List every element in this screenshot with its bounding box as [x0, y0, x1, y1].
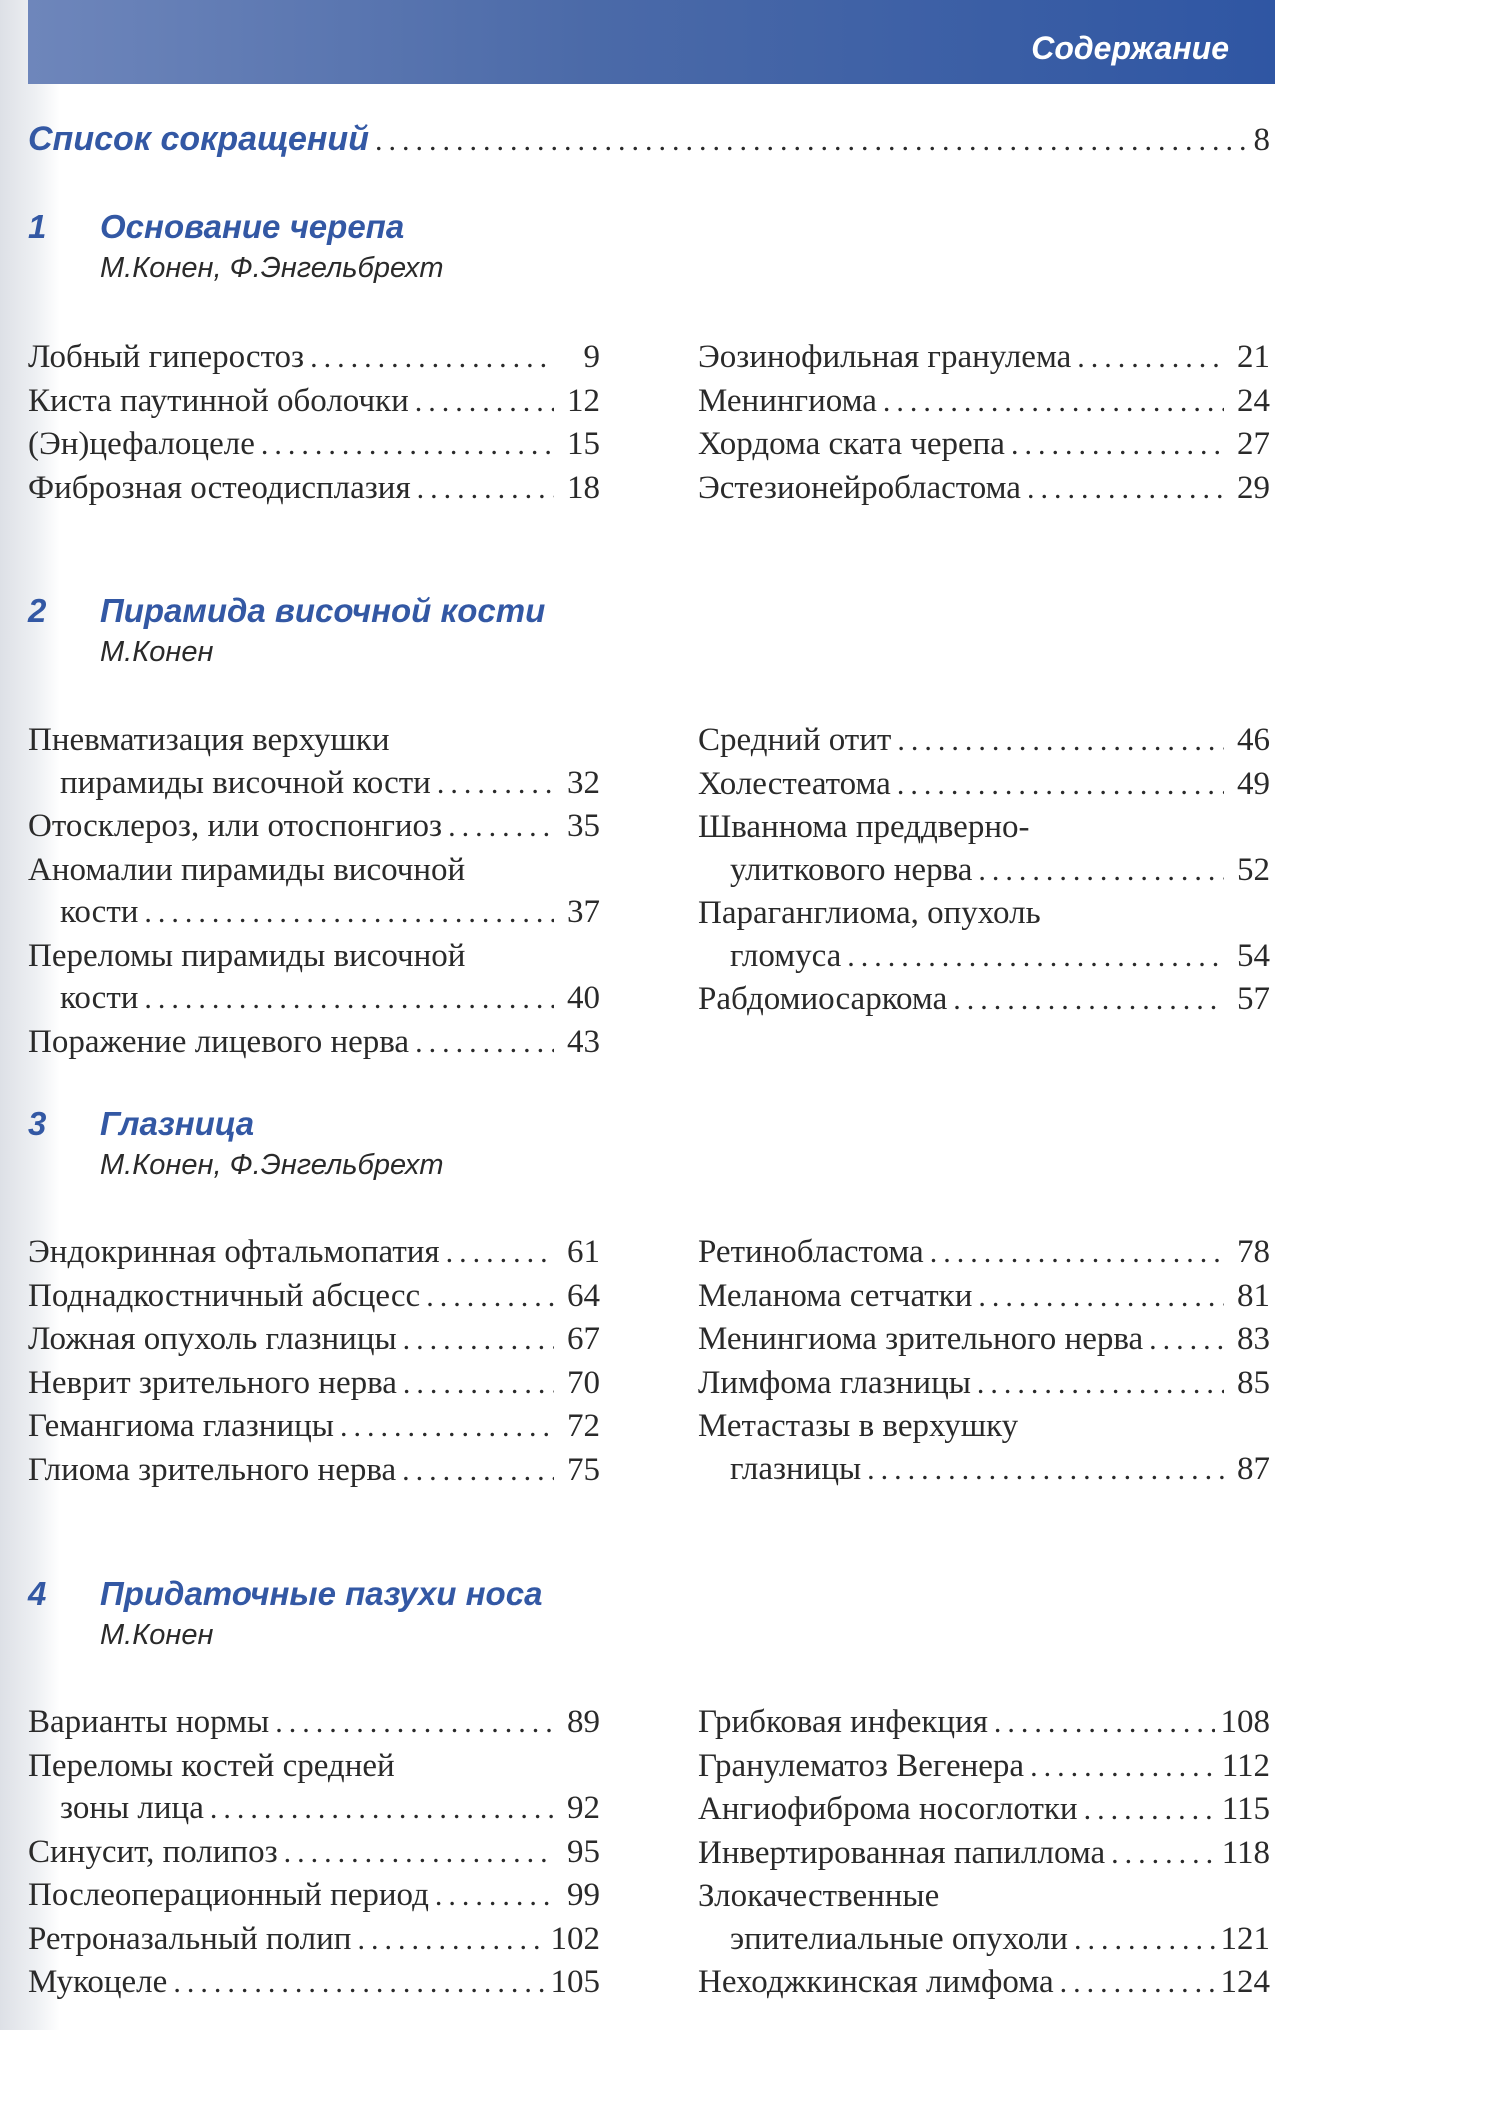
toc-entry-title: Послеоперационный период: [28, 1877, 429, 1913]
leader-dots: [1084, 1789, 1216, 1832]
toc-entry[interactable]: [28, 380, 600, 424]
toc-entry-page: 70: [567, 1364, 600, 1401]
toc-entry-page: 43: [567, 1023, 600, 1060]
toc-entry-line: [698, 336, 1270, 380]
toc-entry-title: Синусит, полипоз: [28, 1833, 278, 1870]
toc-entry[interactable]: [698, 336, 1270, 380]
chapter-title: Пирамида височной кости: [100, 592, 546, 629]
toc-entry-line: [28, 380, 600, 424]
toc-entry-title: Гемангиома глазницы: [28, 1408, 334, 1444]
toc-entry-page: 29: [1237, 469, 1270, 506]
leader-dots: [867, 1449, 1224, 1492]
toc-entry[interactable]: [28, 1021, 600, 1065]
toc-entry[interactable]: [698, 978, 1270, 1022]
toc-entry-page: 35: [567, 808, 600, 844]
toc-entry[interactable]: [28, 423, 600, 467]
toc-entry-line: [28, 1874, 600, 1918]
toc-entry[interactable]: [698, 1405, 1270, 1491]
toc-entry-title: Ретинобластома: [698, 1234, 924, 1270]
toc-entry-title: Меланома сетчатки: [698, 1277, 973, 1314]
toc-entry[interactable]: [698, 892, 1270, 978]
toc-entry[interactable]: [698, 1961, 1270, 2005]
toc-entry-title: Киста паутинной оболочки: [28, 382, 409, 419]
toc-entry-title: Рабдомиосаркома: [698, 981, 948, 1017]
leader-dots: [144, 978, 554, 1021]
toc-entry[interactable]: [698, 763, 1270, 807]
toc-entry-title: Гранулематоз Вегенера: [698, 1747, 1025, 1784]
chapter-title: Основание черепа: [100, 208, 405, 245]
toc-entry-title: Лимфома глазницы: [698, 1364, 971, 1401]
toc-entry[interactable]: [28, 1362, 600, 1406]
toc-entry[interactable]: [28, 805, 600, 849]
toc-entry[interactable]: [698, 719, 1270, 763]
toc-entry-line: [698, 806, 1270, 849]
toc-entry-title: Переломы пирамиды височной: [28, 937, 466, 974]
leader-dots: [403, 1319, 554, 1362]
toc-entry-line: [28, 977, 600, 1021]
chapter-heading[interactable]: [28, 208, 1270, 284]
left-column: [28, 1231, 600, 1492]
toc-entry-page: 78: [1237, 1234, 1270, 1270]
leader-dots: [994, 1702, 1215, 1745]
toc-entry[interactable]: [28, 1449, 600, 1493]
toc-entry-page: 83: [1237, 1321, 1270, 1357]
toc-entry-title: Ретроназальный полип: [28, 1920, 352, 1957]
toc-entry-line: [698, 892, 1270, 935]
toc-entry-line: [28, 1405, 600, 1449]
leader-dots: [1030, 1746, 1216, 1789]
toc-entry-line: [28, 1231, 600, 1275]
toc-entry[interactable]: [698, 467, 1270, 511]
toc-entry-title: (Эн)цефалоцеле: [28, 426, 255, 462]
toc-entry-line: [698, 423, 1270, 467]
chapter-heading[interactable]: [28, 1575, 1270, 1651]
left-column: [28, 1701, 600, 2005]
toc-entry-line: [28, 849, 600, 892]
toc-entry-title: глазницы: [730, 1450, 862, 1487]
leader-dots: [437, 763, 554, 806]
toc-entry-page: 89: [567, 1704, 600, 1740]
toc-entry[interactable]: [698, 1318, 1270, 1362]
left-column: [28, 336, 600, 510]
toc-entry-line: [698, 1875, 1270, 1918]
toc-entry[interactable]: [28, 1745, 600, 1831]
toc-entry-title: Менингиома зрительного нерва: [698, 1321, 1144, 1357]
leader-dots: [847, 936, 1224, 979]
chapter-authors: М.Конен: [100, 636, 214, 668]
toc-entry-title: Эозинофильная гранулема: [698, 339, 1072, 375]
chapter-columns: [28, 719, 1270, 1064]
toc-entry-title: Пневматизация верхушки: [28, 722, 390, 758]
toc-entry-title: Поднадкостничный абсцесс: [28, 1277, 421, 1314]
toc-entry-line: [698, 719, 1270, 763]
leader-dots: [435, 1875, 554, 1918]
leader-dots: [261, 424, 554, 467]
toc-entry[interactable]: [28, 1701, 600, 1745]
chapter-authors: М.Конен, Ф.Энгельбрехт: [100, 252, 444, 284]
toc-entry-page: 95: [567, 1833, 600, 1870]
toc-entry-page: 64: [567, 1277, 600, 1314]
toc-entry-line: [28, 1362, 600, 1406]
toc-entry[interactable]: [698, 1745, 1270, 1789]
toc-entry-title: Менингиома: [698, 382, 877, 419]
toc-entry-line: [698, 849, 1270, 893]
toc-entry[interactable]: [28, 336, 600, 380]
leader-dots: [978, 1276, 1224, 1319]
leader-dots: [1077, 337, 1224, 380]
header-bar: [28, 0, 1275, 84]
chapter-columns: [28, 336, 1270, 510]
page-title: Содержание: [1031, 30, 1229, 66]
chapter-columns: [28, 1231, 1270, 1492]
toc-entry-page: 121: [1220, 1920, 1270, 1957]
right-column: [698, 1231, 1270, 1492]
toc-entry-title: Ангиофиброма носоглотки: [698, 1791, 1078, 1827]
toc-entry-page: 57: [1237, 981, 1270, 1017]
toc-entry-title: Отосклероз, или отоспонгиоз: [28, 808, 443, 844]
toc-entry-line: [28, 1745, 600, 1788]
toc-entry-page: 124: [1220, 1964, 1270, 2000]
right-column: [698, 336, 1270, 510]
toc-entry-page: 72: [567, 1408, 600, 1444]
toc-entry-title: пирамиды височной кости: [60, 764, 431, 801]
toc-entry-line: [28, 805, 600, 849]
left-column: [28, 719, 600, 1064]
leader-dots: [357, 1919, 544, 1962]
toc-entry-page: 27: [1237, 426, 1270, 462]
toc-entry-line: [698, 1745, 1270, 1789]
toc-entry[interactable]: [28, 1318, 600, 1362]
toc-entry-line: [28, 1961, 600, 2005]
toc-entry-line: [698, 467, 1270, 511]
toc-entry-line: [698, 380, 1270, 424]
chapter-number: 3: [28, 1105, 47, 1142]
leader-dots: [415, 1022, 554, 1065]
chapter-title: Глазница: [100, 1105, 255, 1142]
toc-entry-page: 92: [567, 1790, 600, 1826]
leader-dots: [883, 381, 1224, 424]
chapter-heading[interactable]: [28, 1105, 1270, 1181]
toc-entry[interactable]: [28, 849, 600, 935]
leader-dots: [403, 1363, 554, 1406]
leader-dots: [144, 892, 554, 935]
toc-entry-line: [698, 1961, 1270, 2005]
leader-dots: [978, 850, 1224, 893]
leader-dots: [275, 1702, 554, 1745]
toc-entry-page: 112: [1221, 1747, 1270, 1784]
toc-entry[interactable]: [698, 1275, 1270, 1319]
leader-dots: [173, 1962, 544, 2005]
toc-entry[interactable]: [28, 1405, 600, 1449]
toc-entry-page: 18: [567, 469, 600, 506]
toc-entry[interactable]: [28, 935, 600, 1021]
right-column: [698, 719, 1270, 1064]
toc-entry-page: 46: [1237, 722, 1270, 758]
toc-entry-line: [698, 1231, 1270, 1275]
toc-entry[interactable]: [698, 1875, 1270, 1961]
toc-entry-page: 37: [567, 894, 600, 930]
toc-entry-line: [28, 1831, 600, 1875]
toc-entry-line: [28, 719, 600, 762]
leader-dots: [930, 1232, 1224, 1275]
toc-entry-line: [698, 1832, 1270, 1876]
toc-entry-title: Неходжкинская лимфома: [698, 1964, 1054, 2000]
toc-entry-line: [28, 336, 600, 380]
toc-entry-line: [698, 1701, 1270, 1745]
toc-entry-line: [698, 1918, 1270, 1962]
toc-entry-line: [698, 1788, 1270, 1832]
toc-entry-title: Фиброзная остеодисплазия: [28, 469, 411, 506]
toc-entry[interactable]: [698, 1231, 1270, 1275]
toc-entry[interactable]: [698, 1701, 1270, 1745]
chapter-authors: М.Конен: [100, 1619, 214, 1651]
leader-dots: [897, 720, 1224, 763]
toc-entry-title: Холестеатома: [698, 765, 891, 802]
chapter-section: [28, 1575, 1270, 2000]
leader-dots: [1027, 468, 1224, 511]
toc-entry-line: [28, 1318, 600, 1362]
toc-entry-title: Злокачественные: [698, 1878, 940, 1914]
chapter-columns: [28, 1701, 1270, 2005]
toc-entry-page: 102: [550, 1920, 600, 1957]
toc-entry-page: 99: [567, 1877, 600, 1913]
chapter-heading[interactable]: [28, 592, 1270, 668]
toc-entry-title: Мукоцеле: [28, 1964, 168, 2000]
leader-dots: [953, 979, 1224, 1022]
toc-entry-title: Аномалии пирамиды височной: [28, 851, 466, 888]
toc-entry-title: Метастазы в верхушку: [698, 1408, 1019, 1444]
leader-dots: [402, 1450, 554, 1493]
chapter-number: 1: [28, 208, 47, 245]
toc-entry-page: 54: [1237, 937, 1270, 974]
leader-dots: [1060, 1962, 1215, 2005]
toc-entry-line: [28, 1701, 600, 1745]
leader-dots: [448, 806, 554, 849]
toc-entry-title: Хордома ската черепа: [698, 426, 1005, 462]
toc-entry-page: 15: [567, 426, 600, 462]
toc-entry-line: [28, 891, 600, 935]
toc-entry[interactable]: [28, 719, 600, 805]
toc-entry-title: Средний отит: [698, 722, 892, 758]
chapter-section: [28, 1105, 1270, 1488]
leader-dots: [1111, 1833, 1216, 1876]
abbreviations-entry[interactable]: [28, 120, 1270, 159]
toc-entry-page: 9: [583, 339, 600, 375]
toc-entry-page: 21: [1237, 339, 1270, 375]
toc-entry-line: [28, 762, 600, 806]
leader-dots: [417, 468, 554, 511]
leader-dots: [415, 381, 554, 424]
toc-entry[interactable]: [698, 1788, 1270, 1832]
leader-dots: [446, 1232, 554, 1275]
leader-dots: [1011, 424, 1224, 467]
right-column: [698, 1701, 1270, 2005]
toc-entry-page: 105: [550, 1964, 600, 2000]
toc-entry-page: 87: [1237, 1450, 1270, 1487]
toc-entry-title: кости: [60, 980, 139, 1016]
toc-entry-title: кости: [60, 894, 139, 930]
toc-entry[interactable]: [28, 1275, 600, 1319]
leader-dots: [426, 1276, 554, 1319]
toc-entry-title: Поражение лицевого нерва: [28, 1023, 410, 1060]
toc-entry[interactable]: [698, 806, 1270, 892]
toc-entry-line: [698, 1448, 1270, 1492]
toc-entry[interactable]: [698, 1832, 1270, 1876]
toc-entry-title: Ложная опухоль глазницы: [28, 1321, 397, 1357]
leader-dots: [340, 1406, 554, 1449]
leader-dots: [284, 1832, 554, 1875]
leader-dots: [210, 1788, 554, 1831]
toc-entry-page: 75: [567, 1451, 600, 1488]
toc-entry[interactable]: [28, 1874, 600, 1918]
toc-entry-title: Эндокринная офтальмопатия: [28, 1234, 440, 1270]
toc-entry[interactable]: [28, 1918, 600, 1962]
toc-entry-line: [28, 1449, 600, 1493]
toc-entry-title: зоны лица: [60, 1790, 204, 1826]
toc-entry[interactable]: [698, 380, 1270, 424]
toc-entry-title: Лобный гиперостоз: [28, 339, 305, 375]
leader-dots: [310, 337, 554, 380]
toc-entry-line: [28, 935, 600, 978]
toc-entry-page: 61: [567, 1234, 600, 1270]
toc-entry-line: [698, 1275, 1270, 1319]
toc-entry[interactable]: [28, 1231, 600, 1275]
toc-entry-line: [28, 423, 600, 467]
toc-entry-page: 115: [1221, 1791, 1270, 1827]
toc-entry-line: [698, 763, 1270, 807]
leader-dots: [375, 124, 1248, 158]
chapter-section: [28, 208, 1270, 506]
toc-entry-title: Инвертированная папиллома: [698, 1834, 1106, 1871]
toc-entry-title: улиткового нерва: [730, 851, 973, 888]
toc-entry-title: эпителиальные опухоли: [730, 1920, 1068, 1957]
toc-entry-line: [28, 467, 600, 511]
toc-entry[interactable]: [698, 1362, 1270, 1406]
toc-entry-title: Эстезионейробластома: [698, 469, 1021, 506]
toc-entry-line: [28, 1021, 600, 1065]
toc-entry-page: 108: [1220, 1704, 1270, 1740]
toc-entry-title: Шваннома преддверно-: [698, 809, 1030, 845]
toc-entry[interactable]: [28, 1831, 600, 1875]
leader-dots: [977, 1363, 1224, 1406]
toc-entry-page: 49: [1237, 765, 1270, 802]
abbreviations-page: 8: [1253, 122, 1270, 158]
toc-entry-page: 85: [1237, 1364, 1270, 1401]
toc-entry[interactable]: [28, 467, 600, 511]
toc-entry-title: Неврит зрительного нерва: [28, 1364, 397, 1401]
toc-entry-line: [698, 1318, 1270, 1362]
toc-entry-page: 40: [567, 980, 600, 1016]
toc-entry-line: [28, 1918, 600, 1962]
chapter-section: [28, 592, 1270, 1060]
toc-entry-page: 81: [1237, 1277, 1270, 1314]
toc-entry-page: 32: [567, 764, 600, 801]
leader-dots: [1074, 1919, 1215, 1962]
toc-entry-title: Грибковая инфекция: [698, 1704, 988, 1740]
toc-entry-page: 118: [1221, 1834, 1270, 1871]
toc-entry-line: [698, 935, 1270, 979]
toc-entry-line: [698, 1362, 1270, 1406]
chapter-number: 4: [28, 1575, 47, 1612]
toc-entry-page: 12: [567, 382, 600, 419]
toc-entry[interactable]: [698, 423, 1270, 467]
toc-entry-page: 52: [1237, 851, 1270, 888]
toc-entry-line: [28, 1275, 600, 1319]
toc-entry-page: 24: [1237, 382, 1270, 419]
abbreviations-title: Список сокращений: [28, 120, 369, 158]
toc-entry-title: гломуса: [730, 937, 842, 974]
toc-entry-line: [698, 978, 1270, 1022]
chapter-number: 2: [28, 592, 47, 629]
toc-entry-line: [28, 1787, 600, 1831]
toc-entry-title: Глиома зрительного нерва: [28, 1451, 397, 1488]
toc-entry-page: 67: [567, 1321, 600, 1357]
leader-dots: [897, 764, 1224, 807]
toc-entry[interactable]: [28, 1961, 600, 2005]
chapter-title: Придаточные пазухи носа: [100, 1575, 543, 1612]
toc-entry-title: Варианты нормы: [28, 1704, 270, 1740]
toc-entry-line: [698, 1405, 1270, 1448]
toc-entry-title: Переломы костей средней: [28, 1747, 395, 1784]
leader-dots: [1149, 1319, 1224, 1362]
toc-entry-title: Параганглиома, опухоль: [698, 895, 1041, 931]
chapter-authors: М.Конен, Ф.Энгельбрехт: [100, 1149, 444, 1181]
